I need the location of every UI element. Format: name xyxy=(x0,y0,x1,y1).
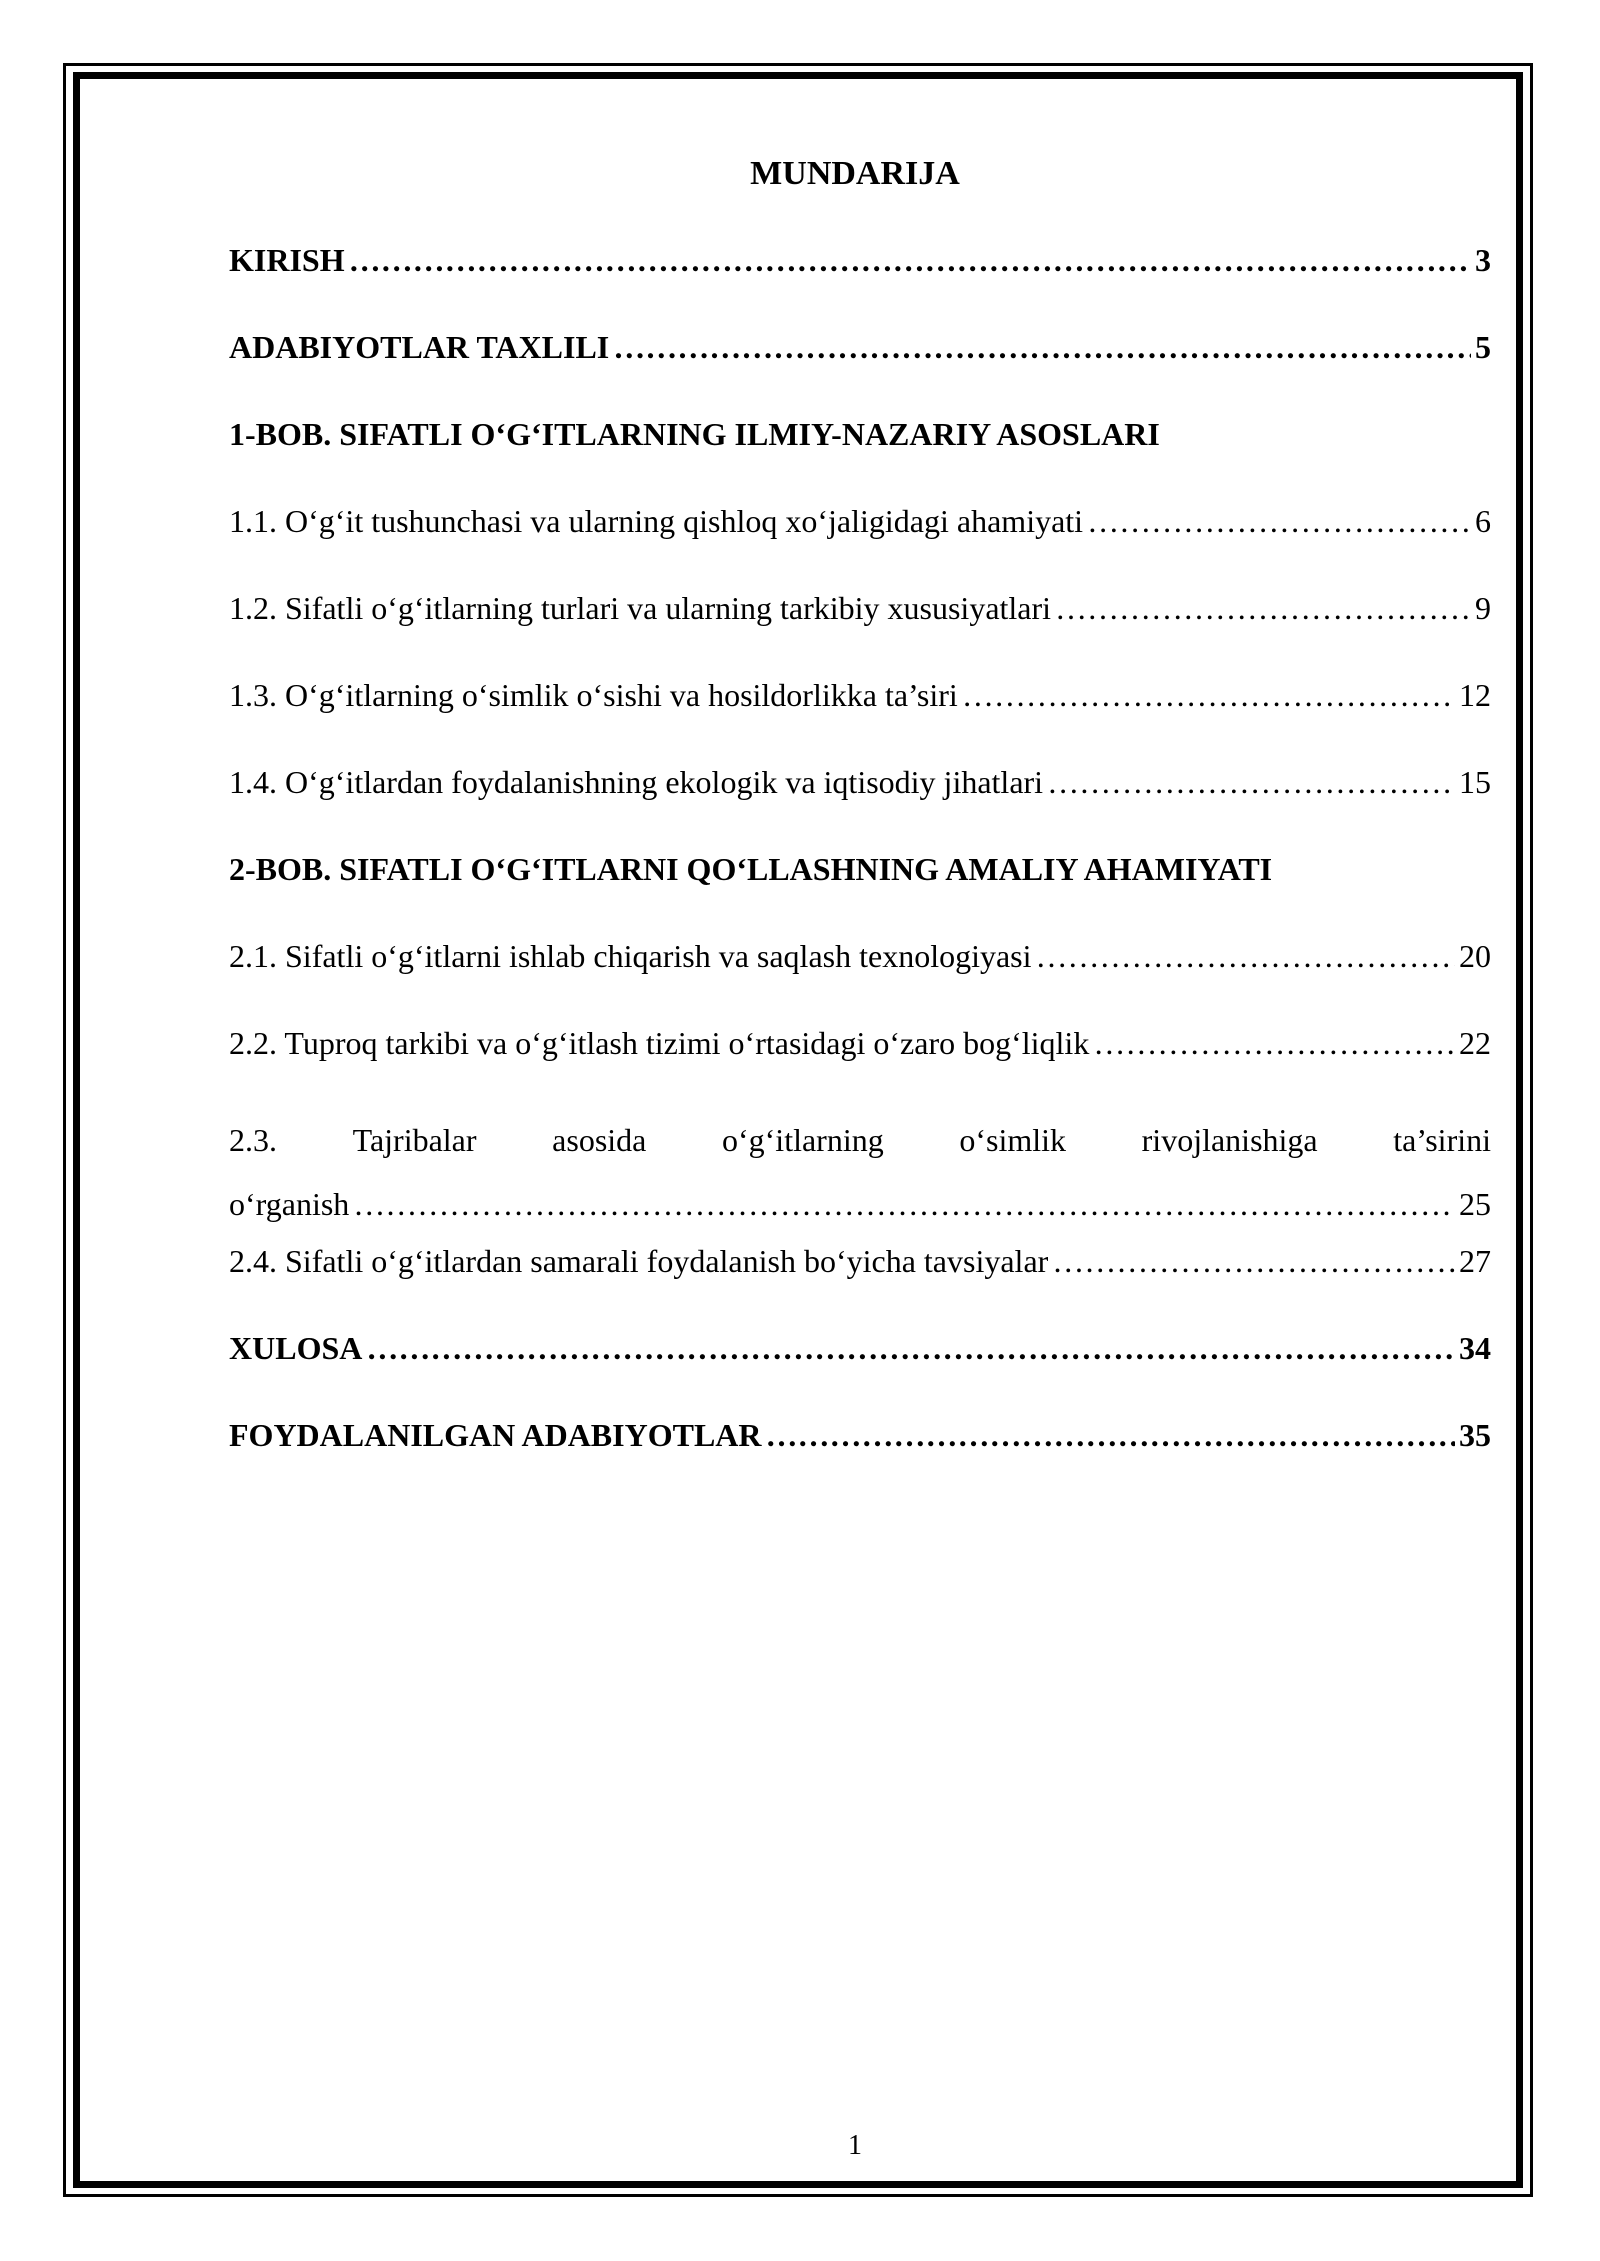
toc-entry-wrapped-second-line xyxy=(229,1172,1491,1236)
toc-entry-page: 20 xyxy=(1459,938,1491,974)
toc-entry-page: 27 xyxy=(1459,1243,1491,1279)
toc-entry[interactable] xyxy=(229,499,1491,586)
toc-entry-page: 6 xyxy=(1475,503,1491,539)
toc-word: ta’sirini xyxy=(1393,1122,1491,1158)
toc-word: o‘simlik xyxy=(959,1122,1067,1158)
toc-word: Tajribalar xyxy=(352,1122,477,1158)
toc-entry[interactable] xyxy=(229,1326,1491,1413)
toc-entry-page: 25 xyxy=(1459,1186,1491,1222)
dot-leader xyxy=(1047,760,1455,804)
toc-entry-label: 1.2. Sifatli o‘g‘itlarning turlari va ularning tarkibiy xususiyatlari xyxy=(229,590,1052,626)
dot-leader xyxy=(1052,1239,1455,1283)
toc-entry-page: 34 xyxy=(1459,1330,1491,1366)
dot-leader xyxy=(349,238,1471,282)
toc-entry-label: 1-BOB. SIFATLI O‘G‘ITLARNING ILMIY-NAZARIY ASOSLARI xyxy=(229,416,1160,452)
toc-entry[interactable] xyxy=(229,760,1491,847)
dot-leader xyxy=(1055,586,1471,630)
toc-entry[interactable] xyxy=(229,238,1491,325)
toc-entry-label: FOYDALANILGAN ADABIYOTLAR xyxy=(229,1417,762,1453)
toc-entry[interactable] xyxy=(229,1239,1491,1326)
toc-entry-label: 2.1. Sifatli o‘g‘itlarni ishlab chiqarish va saqlash texnologiyasi xyxy=(229,938,1032,974)
toc-entry[interactable] xyxy=(229,325,1491,412)
toc-entry-label: XULOSA xyxy=(229,1330,363,1366)
toc-entries-group xyxy=(229,1239,1491,1500)
dot-leader xyxy=(366,1326,1455,1370)
toc-entry-wrapped-first-line xyxy=(229,1108,1491,1172)
toc-entry-label: 1.4. O‘g‘itlardan foydalanishning ekologik va iqtisodiy jihatlari xyxy=(229,764,1044,800)
toc-word: asosida xyxy=(552,1122,647,1158)
toc-chapter-heading[interactable] xyxy=(229,847,1491,934)
table-of-contents xyxy=(229,238,1491,1500)
toc-entry-page: 3 xyxy=(1475,242,1491,278)
dot-leader xyxy=(1087,499,1471,543)
dot-leader xyxy=(353,1172,1455,1236)
toc-entry-page: 9 xyxy=(1475,590,1491,626)
dot-leader xyxy=(766,1413,1456,1457)
toc-entry-label: ADABIYOTLAR TAXLILI xyxy=(229,329,610,365)
toc-entry-label: o‘rganish xyxy=(229,1186,350,1222)
toc-entry-page: 5 xyxy=(1475,329,1491,365)
toc-entry-label: KIRISH xyxy=(229,242,345,278)
toc-entry[interactable] xyxy=(229,1413,1491,1500)
toc-entry-label: 1.1. O‘g‘it tushunchasi va ularning qishloq xo‘jaligidagi ahamiyati xyxy=(229,503,1084,539)
toc-entry-page: 35 xyxy=(1459,1417,1491,1453)
toc-entry-wrapped[interactable] xyxy=(229,1108,1491,1239)
toc-entry-page: 12 xyxy=(1459,677,1491,713)
dot-leader xyxy=(1093,1021,1455,1065)
toc-entry-label: 1.3. O‘g‘itlarning o‘simlik o‘sishi va hosildorlikka ta’siri xyxy=(229,677,958,713)
toc-word: o‘g‘itlarning xyxy=(721,1122,884,1158)
toc-entry-page: 15 xyxy=(1459,764,1491,800)
toc-entry-label: 2.4. Sifatli o‘g‘itlardan samarali foydalanish bo‘yicha tavsiyalar xyxy=(229,1243,1049,1279)
dot-leader xyxy=(962,673,1455,717)
toc-chapter-heading[interactable] xyxy=(229,412,1491,499)
toc-title: MUNDARIJA xyxy=(750,155,960,192)
toc-word: 2.3. xyxy=(229,1122,277,1158)
toc-entry[interactable] xyxy=(229,1021,1491,1108)
toc-word: rivojlanishiga xyxy=(1141,1122,1318,1158)
page-number: 1 xyxy=(848,2130,862,2161)
dot-leader xyxy=(1036,934,1455,978)
toc-entry-label: 2-BOB. SIFATLI O‘G‘ITLARNI QO‘LLASHNING AMALIY AHAMIYATI xyxy=(229,851,1273,887)
toc-entries-group xyxy=(229,238,1491,1108)
toc-entry-page: 22 xyxy=(1459,1025,1491,1061)
toc-entry[interactable] xyxy=(229,934,1491,1021)
dot-leader xyxy=(613,325,1471,369)
toc-entry-label: 2.2. Tuproq tarkibi va o‘g‘itlash tizimi o‘rtasidagi o‘zaro bog‘liqlik xyxy=(229,1025,1090,1061)
toc-entry[interactable] xyxy=(229,673,1491,760)
toc-entry[interactable] xyxy=(229,586,1491,673)
